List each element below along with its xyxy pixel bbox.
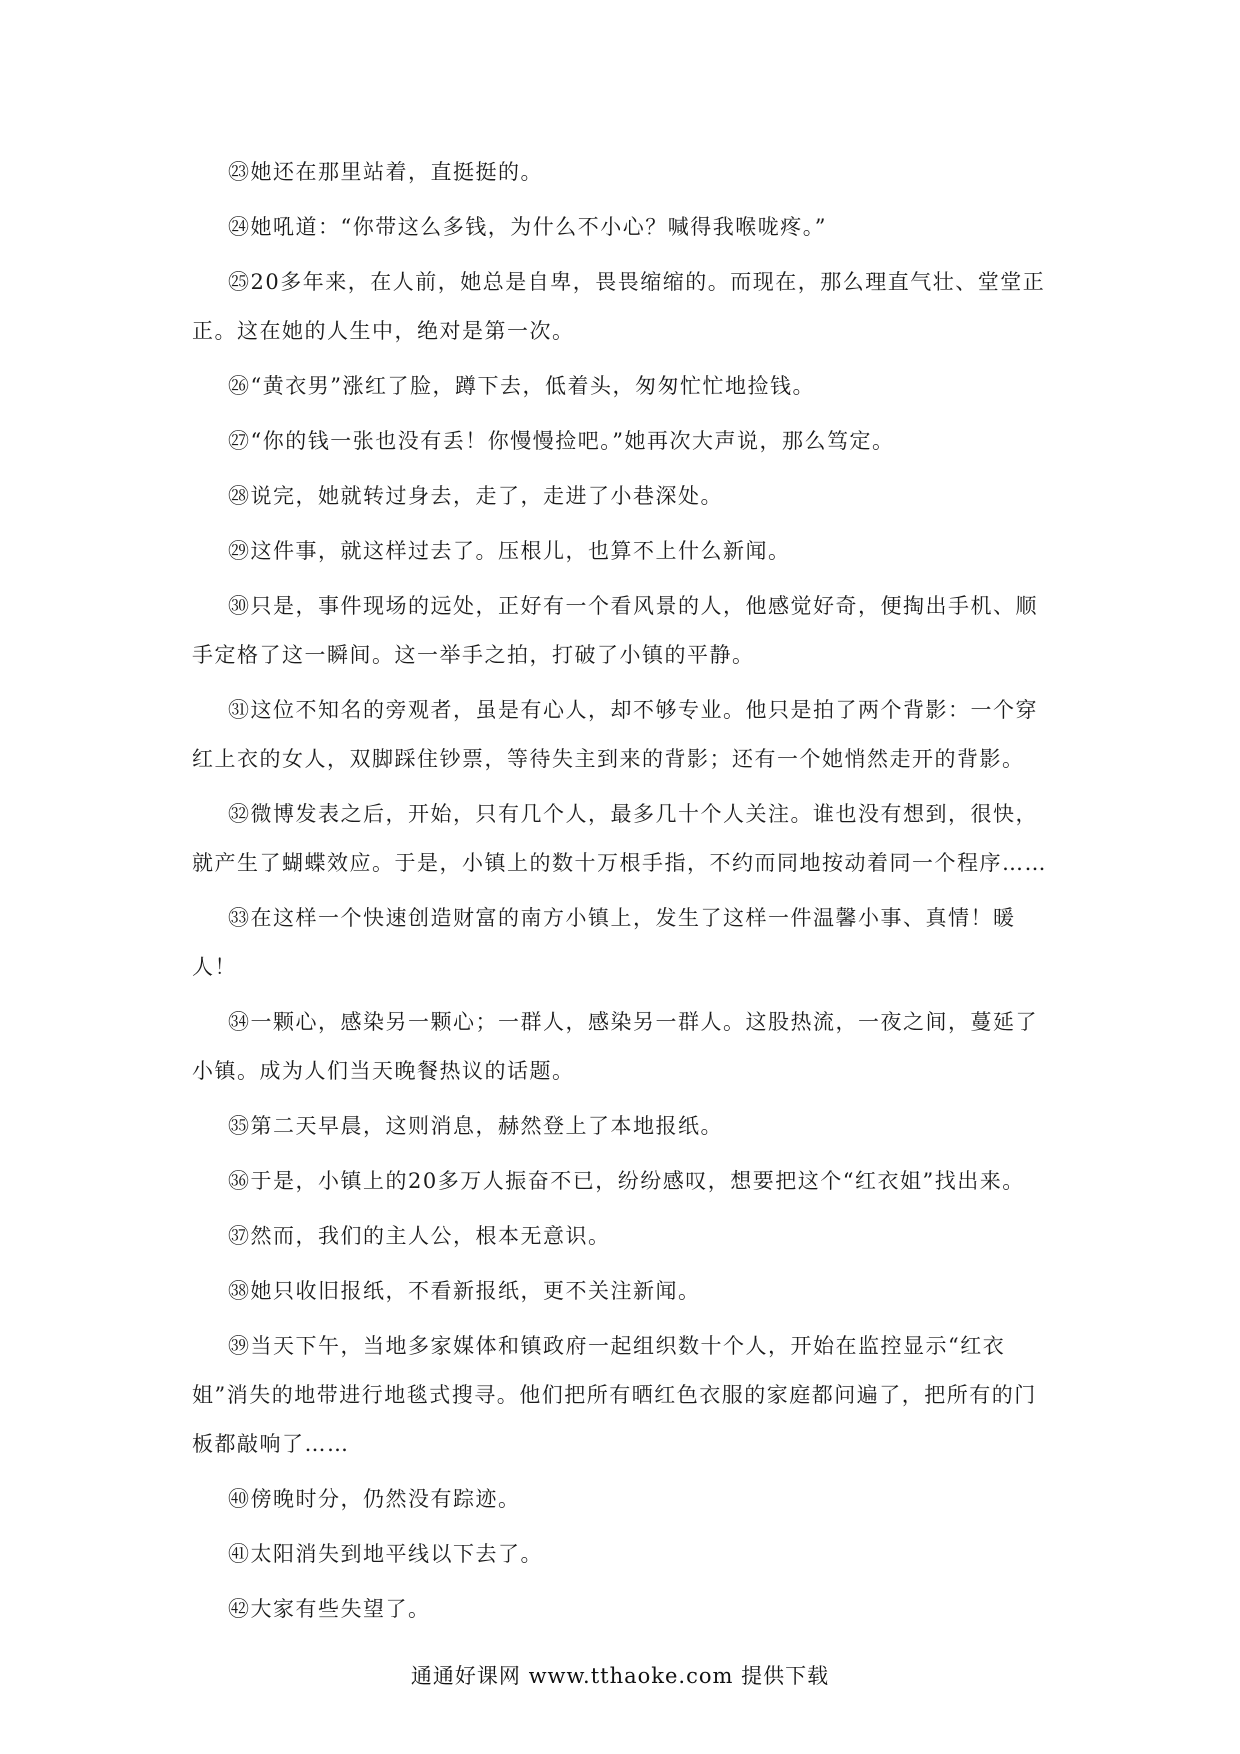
paragraph-24: ㉔她吼道：“你带这么多钱，为什么不小心？喊得我喉咙疼。” (228, 215, 827, 239)
paragraph-30: ㉚只是，事件现场的远处，正好有一个看风景的人，他感觉好奇，便掏出手机、顺手定格了这一瞬间。这一举手之拍，打破了小镇的平静。 (192, 594, 1038, 667)
paragraph-32: ㉜微博发表之后，开始，只有几个人，最多几十个人关注。谁也没有想到，很快，就产生了蝴蝶效应。于是，小镇上的数十万根手指，不约而同地按动着同一个程序…… (192, 802, 1047, 875)
paragraph-37: ㊲然而，我们的主人公，根本无意识。 (228, 1224, 611, 1248)
paragraph-29: ㉙这件事，就这样过去了。压根儿，也算不上什么新闻。 (228, 539, 791, 563)
paragraph-23: ㉓她还在那里站着，直挺挺的。 (228, 160, 543, 184)
paragraph-28: ㉘说完，她就转过身去，走了，走进了小巷深处。 (228, 484, 723, 508)
paragraph-25: ㉕20多年来，在人前，她总是自卑，畏畏缩缩的。而现在，那么理直气壮、堂堂正正。这在她的人生中，绝对是第一次。 (192, 270, 1046, 343)
paragraph-26: ㉖“黄衣男”涨红了脸，蹲下去，低着头，匆匆忙忙地捡钱。 (228, 374, 815, 398)
paragraph-27: ㉗“你的钱一张也没有丢！你慢慢捡吧。”她再次大声说，那么笃定。 (228, 429, 895, 453)
paragraph-41: ㊶太阳消失到地平线以下去了。 (228, 1542, 543, 1566)
paragraph-40: ㊵傍晚时分，仍然没有踪迹。 (228, 1487, 521, 1511)
paragraph-34: ㉞一颗心，感染另一颗心；一群人，感染另一群人。这股热流，一夜之间，蔓延了小镇。成为人们当天晚餐热议的话题。 (192, 1010, 1038, 1083)
article-body (192, 148, 1052, 1640)
page-footer: 通通好课网 www.tthaoke.com 提供下载 (410, 1664, 830, 1688)
paragraph-33: ㉝在这样一个快速创造财富的南方小镇上，发生了这样一件温馨小事、真情！暖人！ (192, 906, 1016, 979)
paragraph-39: ㊴当天下午，当地多家媒体和镇政府一起组织数十个人，开始在监控显示“红衣姐”消失的地带进行地毯式搜寻。他们把所有晒红色衣服的家庭都问遍了，把所有的门板都敲响了…… (192, 1334, 1037, 1456)
paragraph-36: ㊱于是，小镇上的20多万人振奋不已，纷纷感叹，想要把这个“红衣姐”找出来。 (228, 1169, 1025, 1193)
paragraph-31: ㉛这位不知名的旁观者，虽是有心人，却不够专业。他只是拍了两个背影：一个穿红上衣的女人，双脚踩住钞票，等待失主到来的背影；还有一个她悄然走开的背影。 (192, 698, 1038, 771)
paragraph-42: ㊷大家有些失望了。 (228, 1597, 431, 1621)
paragraph-35: ㉟第二天早晨，这则消息，赫然登上了本地报纸。 (228, 1114, 723, 1138)
paragraph-38: ㊳她只收旧报纸，不看新报纸，更不关注新闻。 (228, 1279, 701, 1303)
